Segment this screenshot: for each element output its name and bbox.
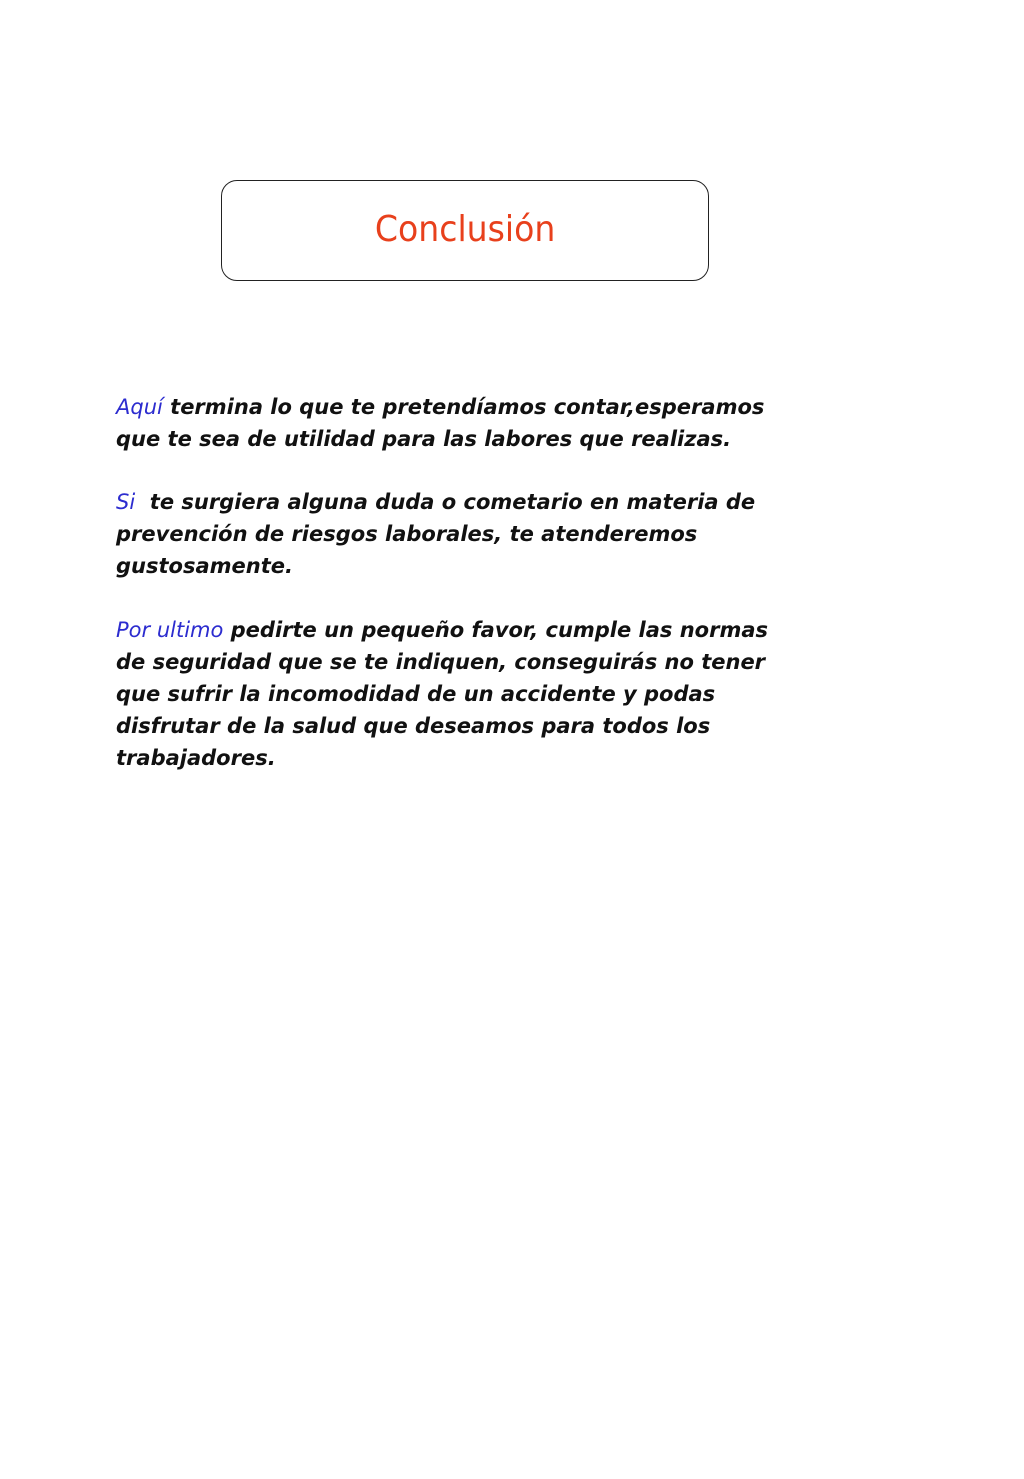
paragraph-line: que sufrir la incomodidad de un accidente y podas — [116, 682, 716, 706]
paragraph-line — [116, 614, 876, 646]
paragraph-line: gustosamente. — [116, 554, 293, 578]
paragraph-line: prevención de riesgos laborales, te atenderemos — [116, 522, 698, 546]
paragraph-line: de seguridad que se te indiquen, conseguirás no tener — [116, 650, 766, 674]
paragraph-line — [116, 391, 876, 423]
page-title: Conclusión — [374, 209, 556, 250]
paragraph-intro — [116, 391, 876, 455]
paragraph-lead-word: Aquí — [116, 395, 163, 419]
paragraph-lead-word: Si — [116, 490, 136, 514]
paragraph-line — [116, 486, 876, 518]
paragraph-lead-word: Por ultimo — [116, 618, 224, 642]
paragraph-line: que te sea de utilidad para las labores que realizas. — [116, 427, 732, 451]
paragraph-final-request — [116, 614, 876, 774]
paragraph-line: trabajadores. — [116, 746, 276, 770]
paragraph-text: pedirte un pequeño favor, cumple las normas — [223, 618, 769, 642]
paragraph-text: termina lo que te pretendíamos contar,esperamos — [162, 395, 765, 419]
paragraph-text: te surgiera alguna duda o cometario en materia de — [135, 490, 756, 514]
paragraph-questions — [116, 486, 876, 582]
title-box — [221, 180, 709, 281]
paragraph-line: disfrutar de la salud que deseamos para todos los — [116, 714, 711, 738]
